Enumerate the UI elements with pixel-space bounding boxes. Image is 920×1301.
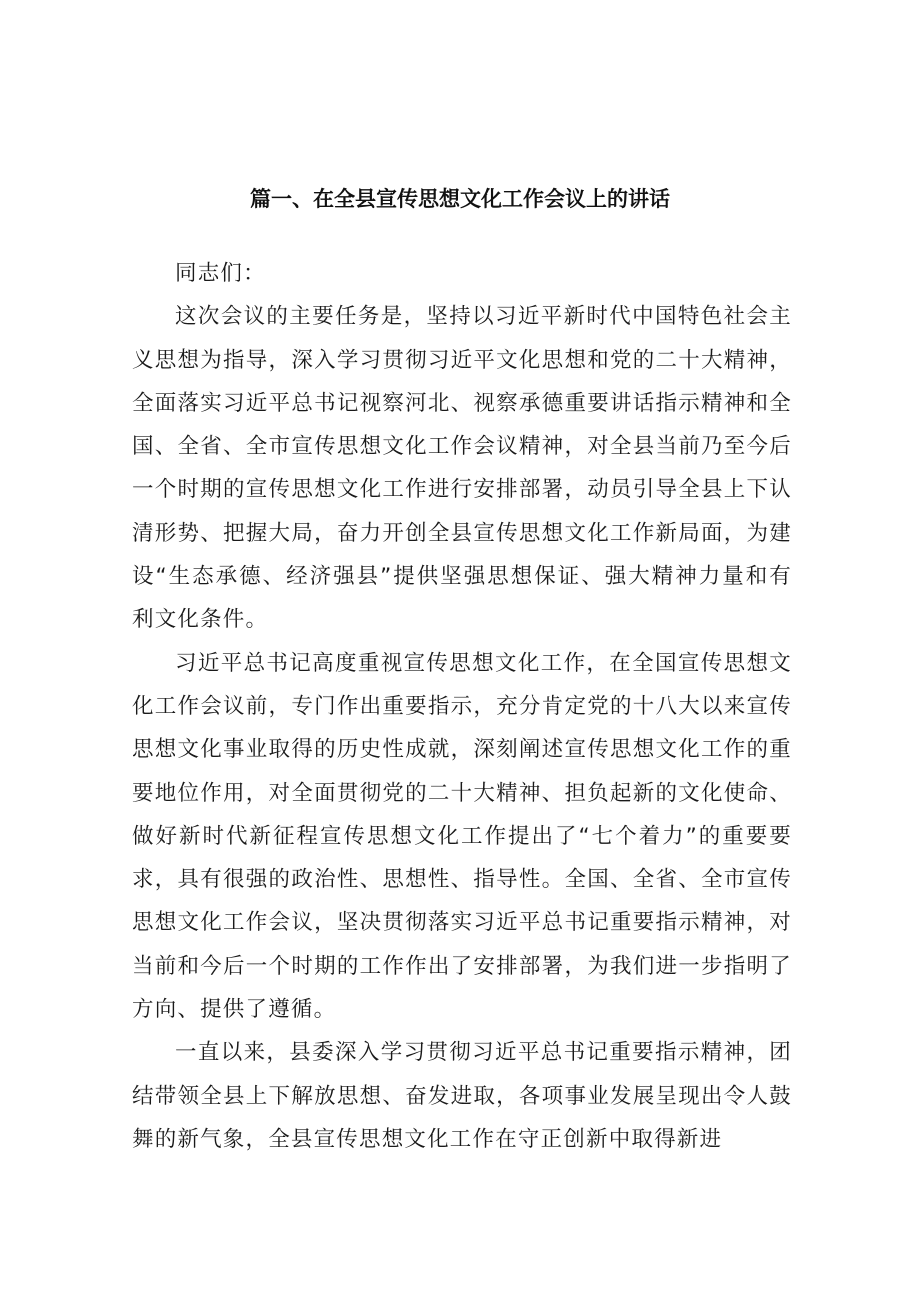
salutation: 同志们：: [175, 261, 266, 286]
paragraph-3: 一直以来，县委深入学习贯彻习近平总书记重要指示精神，团结带领全县上下解放思想、奋发进取，各项事业发展呈现出令人鼓舞的新气象，全县宣传思想文化工作在守正创新中取得新进: [132, 1040, 792, 1152]
document-title: 篇一、在全县宣传思想文化工作会议上的讲话: [250, 187, 670, 211]
paragraph-1: 这次会议的主要任务是，坚持以习近平新时代中国特色社会主义思想为指导，深入学习贯彻习近平文化思想和党的二十大精神，全面落实习近平总书记视察河北、视察承德重要讲话指示精神和全国、全省、全市宣传思想文化工作会议精神，对全县当前乃至今后一个时期的宣传思想文化工作进行安排部署，动员引导全县上下认清形势、把握大局，奋力开创全县宣传思想文化工作新局面，为建设“生态承德、经济强县”提供坚强思想保证、强大精神力量和有利文化条件。: [132, 304, 792, 633]
paragraph-2: 习近平总书记高度重视宣传思想文化工作，在全国宣传思想文化工作会议前，专门作出重要指示，充分肯定党的十八大以来宣传思想文化事业取得的历史性成就，深刻阐述宣传思想文化工作的重要地位作用，对全面贯彻党的二十大精神、担负起新的文化使命、做好新时代新征程宣传思想文化工作提出了“七个着力”的重要要求，具有很强的政治性、思想性、指导性。全国、全省、全市宣传思想文化工作会议，坚决贯彻落实习近平总书记重要指示精神，对当前和今后一个时期的工作作出了安排部署，为我们进一步指明了方向、提供了遵循。: [132, 650, 792, 1023]
document-body: [132, 252, 792, 1161]
